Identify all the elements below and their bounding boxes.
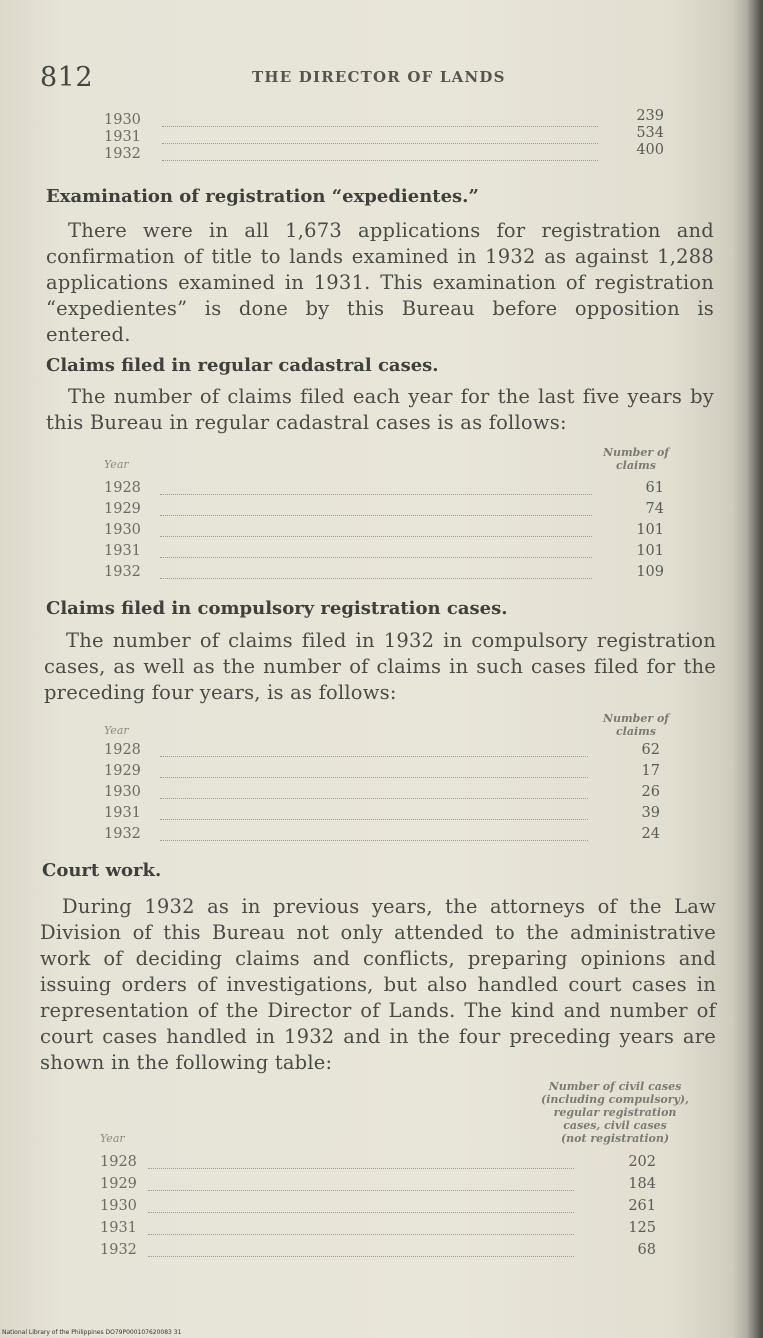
table-row xyxy=(100,1176,656,1198)
page-header xyxy=(40,62,700,98)
column-header-line: regular registration xyxy=(553,1106,677,1119)
page-number: 812 xyxy=(40,62,94,93)
table-year: 1931 xyxy=(100,1220,137,1236)
column-header-year: Year xyxy=(104,724,129,737)
table-row xyxy=(100,1198,656,1220)
table-row xyxy=(104,522,664,543)
section-heading: Examination of registration “expedientes.” xyxy=(46,186,479,207)
dot-leader xyxy=(148,1168,574,1169)
table-value: 239 xyxy=(636,108,664,124)
top-table xyxy=(104,106,664,169)
table-row xyxy=(104,826,660,847)
paragraph: The number of claims filed in 1932 in compulsory registration cases, as well as the number of claims in such cases filed for the preceding four years, is as follows: xyxy=(44,629,716,704)
table-row xyxy=(104,805,660,826)
dot-leader xyxy=(160,578,592,579)
table-row xyxy=(104,543,664,564)
dot-leader xyxy=(160,536,592,537)
running-title: THE DIRECTOR OF LANDS xyxy=(252,68,506,86)
table-row xyxy=(104,501,664,522)
table-value: 24 xyxy=(641,826,660,842)
table-value: 61 xyxy=(645,480,664,496)
table-value: 202 xyxy=(628,1154,656,1170)
dot-leader xyxy=(148,1256,574,1257)
table-value: 109 xyxy=(636,564,664,580)
table-row xyxy=(104,763,660,784)
dot-leader xyxy=(160,557,592,558)
dot-leader xyxy=(148,1190,574,1191)
section-heading: Claims filed in regular cadastral cases. xyxy=(46,355,439,376)
table-value: 68 xyxy=(637,1242,656,1258)
column-header-year: Year xyxy=(104,458,129,471)
section-heading: Court work. xyxy=(42,860,162,881)
dot-leader xyxy=(160,819,588,820)
column-header-number: Number of claims xyxy=(602,446,670,472)
dot-leader xyxy=(160,840,588,841)
table-year: 1930 xyxy=(104,112,141,128)
table-year: 1931 xyxy=(104,805,141,821)
paragraph: During 1932 as in previous years, the attorneys of the Law Division of this Bureau not only attended to the administrative work of deciding claims and conflicts, preparing opinions and issuing orders of investigations, but also handled court cases in representation of the Director of Lands. The kind and number of court cases handled in 1932 and in the four preceding years are shown in the following table: xyxy=(40,895,716,1074)
dot-leader xyxy=(160,777,588,778)
table-year: 1928 xyxy=(100,1154,137,1170)
table-value: 125 xyxy=(628,1220,656,1236)
table-row xyxy=(100,1154,656,1176)
table-row xyxy=(100,1220,656,1242)
table-year: 1930 xyxy=(100,1198,137,1214)
paragraph: The number of claims filed each year for the last five years by this Bureau in regular cadastral cases is as follows: xyxy=(46,385,714,434)
table-year: 1929 xyxy=(104,763,141,779)
table-row xyxy=(104,742,660,763)
table-value: 26 xyxy=(641,784,660,800)
dot-leader xyxy=(160,798,588,799)
dot-leader xyxy=(148,1212,574,1213)
book-spine-shadow xyxy=(747,0,763,1338)
table-year: 1932 xyxy=(104,146,141,162)
section-heading: Claims filed in compulsory registration cases. xyxy=(46,598,508,619)
table-row xyxy=(104,480,664,501)
dot-leader xyxy=(160,756,588,757)
dot-leader xyxy=(162,126,598,127)
table-year: 1929 xyxy=(100,1176,137,1192)
column-header-number xyxy=(530,1080,700,1145)
column-header-number: Number of claims xyxy=(602,712,670,738)
table-value: 261 xyxy=(628,1198,656,1214)
table-year: 1932 xyxy=(100,1242,137,1258)
dot-leader xyxy=(162,143,598,144)
table-value: 101 xyxy=(636,543,664,559)
dot-leader xyxy=(148,1234,574,1235)
table-row xyxy=(104,564,664,585)
table-year: 1928 xyxy=(104,480,141,496)
table-row xyxy=(104,142,664,167)
table-year: 1930 xyxy=(104,784,141,800)
column-header-line: (not registration) xyxy=(560,1132,670,1145)
table-value: 74 xyxy=(645,501,664,517)
table-value: 17 xyxy=(641,763,660,779)
table-value: 39 xyxy=(641,805,660,821)
table-row xyxy=(100,1242,656,1264)
table-value: 62 xyxy=(641,742,660,758)
table-year: 1932 xyxy=(104,564,141,580)
column-header-year: Year xyxy=(100,1132,125,1145)
paragraph: There were in all 1,673 applications for registration and confirmation of title to lands examined in 1932 as against 1,288 applications examined in 1931. This examination of registration “expedientes” is done by this Bureau before opposition is entered. xyxy=(46,219,714,346)
column-header-line: (including compulsory), xyxy=(541,1093,689,1106)
dot-leader xyxy=(160,494,592,495)
column-header-line: Number of civil cases xyxy=(548,1080,682,1093)
table-value: 101 xyxy=(636,522,664,538)
table-value: 400 xyxy=(636,142,664,158)
table-year: 1931 xyxy=(104,543,141,559)
table-value: 184 xyxy=(628,1176,656,1192)
table-value: 534 xyxy=(636,125,664,141)
table-year: 1930 xyxy=(104,522,141,538)
table-row xyxy=(104,784,660,805)
table-year: 1931 xyxy=(104,129,141,145)
dot-leader xyxy=(162,160,598,161)
dot-leader xyxy=(160,515,592,516)
table-year: 1928 xyxy=(104,742,141,758)
library-credit: National Library of the Philippines DO79P000107620083 31 xyxy=(2,1329,182,1336)
table-year: 1929 xyxy=(104,501,141,517)
table-year: 1932 xyxy=(104,826,141,842)
column-header-line: cases, civil cases xyxy=(563,1119,667,1132)
